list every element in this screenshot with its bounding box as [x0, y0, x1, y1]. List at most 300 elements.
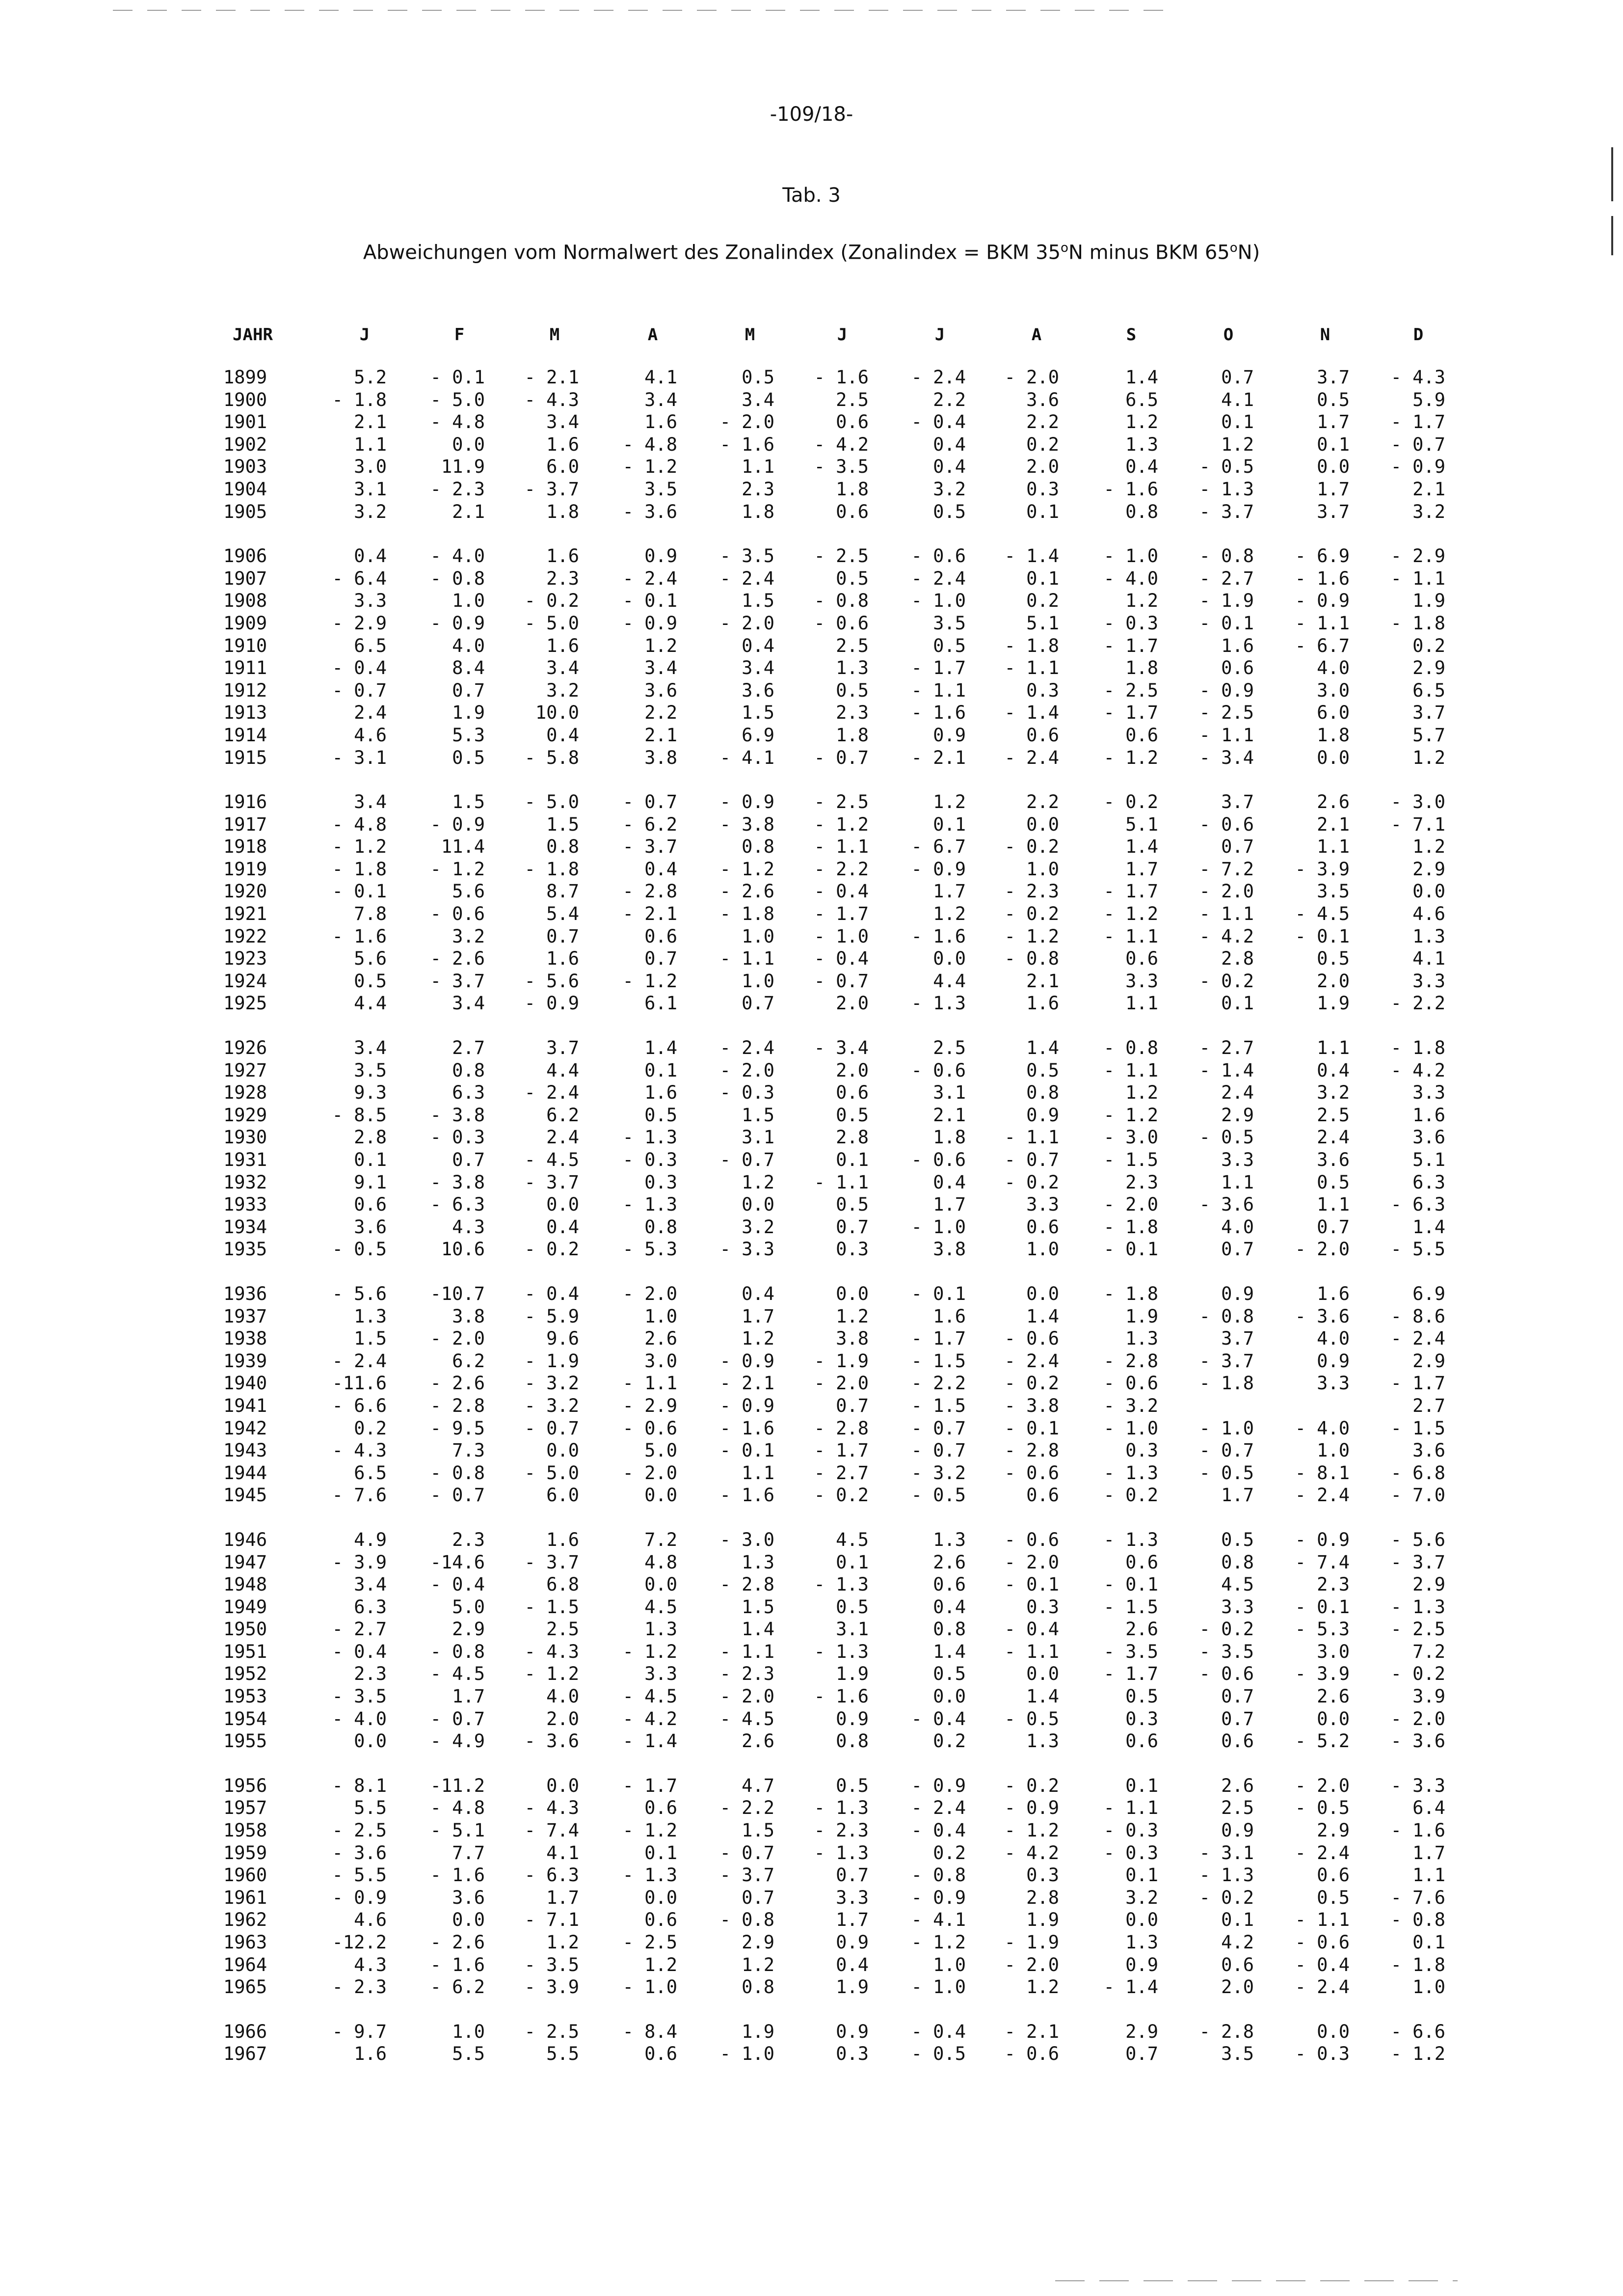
- value-cell: 1.3: [1125, 433, 1158, 455]
- value-cell: 0.0: [546, 1775, 579, 1796]
- value-cell: - 1.3: [1103, 1462, 1158, 1484]
- value-cell: 6.9: [742, 724, 774, 746]
- value-cell: 1.7: [933, 881, 966, 902]
- value-cell: 1.5: [546, 813, 579, 835]
- value-cell: - 0.9: [719, 1395, 774, 1416]
- value-cell: - 0.6: [1295, 1932, 1350, 1953]
- value-cell: - 4.5: [719, 1708, 774, 1729]
- value-cell: 3.2: [1317, 1082, 1350, 1104]
- value-cell: 0.6: [1221, 1730, 1254, 1752]
- value-cell: - 0.4: [332, 657, 387, 679]
- value-cell: 0.6: [1125, 948, 1158, 970]
- value-cell: - 2.2: [719, 1797, 774, 1819]
- value-cell: - 1.0: [622, 1976, 677, 1998]
- value-cell: 5.6: [354, 948, 387, 970]
- value-cell: 1.1: [1317, 1037, 1350, 1059]
- value-cell: - 0.1: [1199, 612, 1254, 634]
- year-cell: 1908: [223, 590, 267, 612]
- value-cell: 0.1: [1317, 433, 1350, 455]
- value-cell: 4.5: [836, 1529, 869, 1550]
- value-cell: 1.9: [836, 1976, 869, 1998]
- year-cell: 1925: [223, 993, 267, 1014]
- table-header: [0, 325, 1623, 349]
- value-cell: 10.6: [441, 1239, 485, 1260]
- value-cell: - 4.2: [1199, 925, 1254, 947]
- column-header-month: F: [454, 325, 465, 345]
- value-cell: - 1.6: [911, 702, 966, 724]
- value-cell: 0.5: [1317, 1887, 1350, 1908]
- value-cell: 0.7: [452, 1149, 485, 1170]
- value-cell: - 2.4: [911, 367, 966, 388]
- value-cell: 2.0: [1221, 1976, 1254, 1998]
- year-cell: 1947: [223, 1551, 267, 1573]
- value-cell: 0.7: [644, 948, 677, 970]
- value-cell: 3.2: [452, 925, 485, 947]
- table-row: [0, 1216, 1623, 1239]
- value-cell: 3.6: [644, 679, 677, 701]
- value-cell: 3.6: [1412, 1440, 1445, 1461]
- value-cell: - 7.1: [524, 1909, 579, 1931]
- value-cell: 1.7: [1412, 1842, 1445, 1864]
- value-cell: 0.5: [742, 367, 774, 388]
- value-cell: - 8.1: [332, 1775, 387, 1796]
- table-row: [0, 1417, 1623, 1440]
- value-cell: - 9.7: [332, 2021, 387, 2042]
- value-cell: 11.9: [441, 456, 485, 478]
- value-cell: - 2.0: [1004, 367, 1059, 388]
- value-cell: 6.0: [546, 456, 579, 478]
- value-cell: 1.4: [1125, 367, 1158, 388]
- table-row: [0, 1193, 1623, 1216]
- value-cell: 4.4: [354, 993, 387, 1014]
- value-cell: 0.6: [644, 1797, 677, 1819]
- value-cell: - 0.2: [524, 1239, 579, 1260]
- value-cell: 1.4: [1026, 1305, 1059, 1327]
- table-row: [0, 880, 1623, 903]
- table-row: [0, 1573, 1623, 1596]
- value-cell: 1.0: [1317, 1440, 1350, 1461]
- value-cell: - 1.8: [332, 389, 387, 410]
- value-cell: - 2.8: [1103, 1350, 1158, 1372]
- value-cell: - 4.2: [622, 1708, 677, 1729]
- table-row: [0, 1775, 1623, 1797]
- value-cell: 0.1: [836, 1551, 869, 1573]
- value-cell: - 2.1: [524, 367, 579, 388]
- value-cell: 4.1: [546, 1842, 579, 1864]
- table-row: [0, 478, 1623, 501]
- value-cell: - 1.5: [1103, 1149, 1158, 1170]
- table-row: [0, 1104, 1623, 1127]
- value-cell: 0.1: [354, 1149, 387, 1170]
- table-row: [0, 612, 1623, 635]
- table-row: [0, 501, 1623, 523]
- value-cell: 0.0: [644, 1485, 677, 1506]
- value-cell: 2.4: [354, 702, 387, 724]
- year-cell: 1935: [223, 1239, 267, 1260]
- value-cell: 1.2: [1412, 747, 1445, 768]
- value-cell: 0.1: [644, 1842, 677, 1864]
- value-cell: 1.2: [742, 1171, 774, 1193]
- value-cell: - 0.7: [814, 970, 869, 992]
- value-cell: - 0.8: [430, 567, 485, 589]
- value-cell: 2.6: [1125, 1619, 1158, 1640]
- value-cell: - 3.5: [1199, 1641, 1254, 1662]
- value-cell: - 3.5: [719, 545, 774, 567]
- value-cell: -14.6: [430, 1551, 485, 1573]
- value-cell: 1.7: [933, 1194, 966, 1216]
- value-cell: 1.3: [933, 1529, 966, 1550]
- value-cell: - 2.0: [622, 1283, 677, 1304]
- table-row: [0, 2021, 1623, 2043]
- value-cell: 4.6: [1412, 903, 1445, 925]
- value-cell: - 6.3: [430, 1194, 485, 1216]
- value-cell: - 0.4: [1295, 1954, 1350, 1975]
- column-header-month: M: [745, 325, 755, 345]
- value-cell: - 1.3: [1199, 1864, 1254, 1886]
- table-row: [0, 702, 1623, 724]
- value-cell: - 0.9: [622, 612, 677, 634]
- value-cell: 1.2: [546, 1932, 579, 1953]
- value-cell: 4.0: [452, 635, 485, 656]
- value-cell: 0.1: [644, 1059, 677, 1081]
- value-cell: - 1.7: [622, 1775, 677, 1796]
- value-cell: - 2.0: [719, 411, 774, 433]
- value-cell: 3.2: [742, 1216, 774, 1238]
- value-cell: 0.0: [452, 1909, 485, 1931]
- value-cell: 6.9: [1412, 1283, 1445, 1304]
- value-cell: 10.0: [535, 702, 579, 724]
- value-cell: - 1.8: [719, 903, 774, 925]
- value-cell: 3.1: [354, 478, 387, 500]
- value-cell: - 1.5: [1103, 1596, 1158, 1618]
- year-cell: 1903: [223, 456, 267, 478]
- value-cell: - 2.0: [622, 1462, 677, 1484]
- value-cell: 5.1: [1412, 1149, 1445, 1170]
- value-cell: - 1.3: [814, 1842, 869, 1864]
- value-cell: 0.8: [1125, 501, 1158, 522]
- value-cell: - 6.9: [1295, 545, 1350, 567]
- value-cell: 1.2: [1125, 411, 1158, 433]
- value-cell: 0.6: [644, 925, 677, 947]
- value-cell: - 0.6: [1199, 1663, 1254, 1685]
- table-row: [0, 1730, 1623, 1753]
- value-cell: 5.5: [354, 1797, 387, 1819]
- value-cell: 0.5: [1125, 1686, 1158, 1707]
- value-cell: - 6.6: [332, 1395, 387, 1416]
- value-cell: - 3.0: [719, 1529, 774, 1550]
- value-cell: 3.3: [1412, 1082, 1445, 1104]
- value-cell: - 2.4: [1004, 747, 1059, 768]
- value-cell: - 1.3: [1103, 1529, 1158, 1550]
- value-cell: - 8.6: [1390, 1305, 1445, 1327]
- value-cell: - 0.4: [911, 2021, 966, 2042]
- value-cell: 0.1: [1125, 1864, 1158, 1886]
- value-cell: - 3.1: [332, 747, 387, 768]
- value-cell: 0.9: [933, 724, 966, 746]
- table-row: [0, 1439, 1623, 1462]
- value-cell: 0.7: [1221, 1239, 1254, 1260]
- value-cell: - 0.4: [814, 881, 869, 902]
- value-cell: - 4.0: [430, 545, 485, 567]
- year-cell: 1960: [223, 1864, 267, 1886]
- value-cell: - 1.5: [1390, 1417, 1445, 1439]
- value-cell: - 0.2: [524, 590, 579, 612]
- value-cell: 0.1: [1026, 567, 1059, 589]
- value-cell: 2.2: [1026, 791, 1059, 813]
- value-cell: - 0.1: [1103, 1574, 1158, 1595]
- value-cell: - 0.5: [332, 1239, 387, 1260]
- year-cell: 1959: [223, 1842, 267, 1864]
- column-header-month: A: [647, 325, 658, 345]
- table-row: [0, 567, 1623, 590]
- value-cell: 2.1: [933, 1104, 966, 1126]
- value-cell: - 0.4: [430, 1574, 485, 1595]
- value-cell: 3.3: [354, 590, 387, 612]
- value-cell: 3.2: [1412, 501, 1445, 522]
- value-cell: - 9.5: [430, 1417, 485, 1439]
- value-cell: - 1.6: [1295, 567, 1350, 589]
- value-cell: - 3.9: [332, 1551, 387, 1573]
- value-cell: 2.2: [933, 389, 966, 410]
- value-cell: - 0.2: [1103, 791, 1158, 813]
- value-cell: - 5.5: [1390, 1239, 1445, 1260]
- value-cell: 6.5: [1412, 679, 1445, 701]
- value-cell: - 3.8: [719, 813, 774, 835]
- value-cell: - 3.7: [524, 478, 579, 500]
- value-cell: - 1.8: [332, 858, 387, 880]
- value-cell: - 0.8: [1103, 1037, 1158, 1059]
- value-cell: 6.3: [354, 1596, 387, 1618]
- value-cell: 0.1: [836, 1149, 869, 1170]
- value-cell: - 0.5: [911, 2043, 966, 2065]
- value-cell: 7.3: [452, 1440, 485, 1461]
- value-cell: - 1.8: [1390, 1037, 1445, 1059]
- value-cell: - 1.9: [814, 1350, 869, 1372]
- value-cell: - 1.1: [1103, 1797, 1158, 1819]
- value-cell: 2.1: [1317, 813, 1350, 835]
- value-cell: - 6.4: [332, 567, 387, 589]
- value-cell: - 5.0: [524, 1462, 579, 1484]
- year-cell: 1961: [223, 1887, 267, 1908]
- value-cell: - 1.8: [1199, 1373, 1254, 1394]
- value-cell: 0.7: [836, 1216, 869, 1238]
- value-cell: - 1.9: [1004, 1932, 1059, 1953]
- value-cell: - 1.1: [1199, 903, 1254, 925]
- value-cell: 0.9: [836, 1708, 869, 1729]
- value-cell: - 2.2: [911, 1373, 966, 1394]
- value-cell: 2.4: [1221, 1082, 1254, 1104]
- value-cell: - 1.2: [622, 456, 677, 478]
- value-cell: 1.0: [933, 1954, 966, 1975]
- value-cell: 0.1: [1125, 1775, 1158, 1796]
- value-cell: - 1.4: [622, 1730, 677, 1752]
- value-cell: 1.6: [354, 2043, 387, 2065]
- year-cell: 1951: [223, 1641, 267, 1662]
- value-cell: - 0.9: [719, 1350, 774, 1372]
- table-row: [0, 1484, 1623, 1507]
- value-cell: - 2.2: [814, 858, 869, 880]
- value-cell: - 0.5: [1004, 1708, 1059, 1729]
- value-cell: - 0.7: [524, 1417, 579, 1439]
- column-header-month: S: [1126, 325, 1137, 345]
- value-cell: - 2.5: [622, 1932, 677, 1953]
- value-cell: - 0.6: [430, 903, 485, 925]
- value-cell: 3.4: [546, 657, 579, 679]
- value-cell: - 0.1: [430, 367, 485, 388]
- value-cell: 0.9: [836, 2021, 869, 2042]
- value-cell: 3.4: [354, 791, 387, 813]
- value-cell: 1.2: [1125, 590, 1158, 612]
- table-row: [0, 1462, 1623, 1485]
- value-cell: 9.3: [354, 1082, 387, 1104]
- value-cell: 0.6: [836, 1082, 869, 1104]
- table-row: [0, 1037, 1623, 1059]
- value-cell: - 6.3: [1390, 1194, 1445, 1216]
- value-cell: 3.0: [1317, 1641, 1350, 1662]
- value-cell: 3.2: [546, 679, 579, 701]
- column-header-month: J: [359, 325, 370, 345]
- value-cell: 1.3: [1412, 925, 1445, 947]
- value-cell: 1.6: [1412, 1104, 1445, 1126]
- value-cell: - 0.6: [1103, 1373, 1158, 1394]
- table-row: [0, 1081, 1623, 1104]
- value-cell: - 0.4: [814, 948, 869, 970]
- value-cell: 2.1: [644, 724, 677, 746]
- value-cell: - 1.2: [911, 1932, 966, 1953]
- value-cell: - 1.8: [1103, 1216, 1158, 1238]
- value-cell: - 2.0: [719, 612, 774, 634]
- value-cell: 2.1: [354, 411, 387, 433]
- value-cell: 4.1: [1221, 389, 1254, 410]
- value-cell: 3.5: [1317, 881, 1350, 902]
- value-cell: 1.2: [1026, 1976, 1059, 1998]
- value-cell: 0.1: [1412, 1932, 1445, 1953]
- value-cell: - 2.9: [1390, 545, 1445, 567]
- value-cell: - 6.3: [524, 1864, 579, 1886]
- value-cell: 1.9: [1317, 993, 1350, 1014]
- value-cell: - 0.3: [1103, 1820, 1158, 1841]
- value-cell: 0.0: [452, 433, 485, 455]
- value-cell: 1.2: [742, 1954, 774, 1975]
- value-cell: - 1.9: [524, 1350, 579, 1372]
- year-cell: 1919: [223, 858, 267, 880]
- value-cell: - 0.1: [1295, 1596, 1350, 1618]
- value-cell: 0.4: [354, 545, 387, 567]
- value-cell: 3.3: [836, 1887, 869, 1908]
- value-cell: - 0.9: [911, 858, 966, 880]
- value-cell: - 3.7: [1199, 1350, 1254, 1372]
- value-cell: 1.5: [742, 702, 774, 724]
- column-header-month: D: [1413, 325, 1424, 345]
- value-cell: - 0.7: [1390, 433, 1445, 455]
- value-cell: - 0.8: [719, 1909, 774, 1931]
- value-cell: 1.2: [742, 1328, 774, 1350]
- year-cell: 1949: [223, 1596, 267, 1618]
- value-cell: 1.9: [742, 2021, 774, 2042]
- value-cell: 8.7: [546, 881, 579, 902]
- value-cell: 2.2: [644, 702, 677, 724]
- value-cell: - 2.0: [814, 1373, 869, 1394]
- table-row: [0, 1596, 1623, 1619]
- value-cell: 2.3: [354, 1663, 387, 1685]
- value-cell: 0.0: [1317, 1708, 1350, 1729]
- value-cell: - 4.5: [430, 1663, 485, 1685]
- value-cell: - 0.6: [1199, 813, 1254, 835]
- value-cell: 3.2: [1125, 1887, 1158, 1908]
- value-cell: 1.7: [1221, 1485, 1254, 1506]
- value-cell: 0.3: [1125, 1708, 1158, 1729]
- value-cell: - 1.1: [719, 1641, 774, 1662]
- value-cell: - 7.0: [1390, 1485, 1445, 1506]
- value-cell: 3.0: [644, 1350, 677, 1372]
- value-cell: 0.5: [1317, 389, 1350, 410]
- value-cell: - 2.4: [524, 1082, 579, 1104]
- value-cell: 0.5: [933, 501, 966, 522]
- value-cell: 2.1: [1412, 478, 1445, 500]
- value-cell: 9.6: [546, 1328, 579, 1350]
- table-row: [0, 836, 1623, 858]
- value-cell: - 0.4: [332, 1641, 387, 1662]
- value-cell: 0.9: [1125, 1954, 1158, 1975]
- value-cell: 0.4: [546, 1216, 579, 1238]
- value-cell: - 2.3: [719, 1663, 774, 1685]
- value-cell: - 4.8: [430, 1797, 485, 1819]
- value-cell: - 1.3: [1199, 478, 1254, 500]
- year-cell: 1924: [223, 970, 267, 992]
- page-number: -109/18-: [770, 103, 853, 126]
- value-cell: 1.9: [1412, 590, 1445, 612]
- value-cell: 0.1: [933, 813, 966, 835]
- value-cell: - 0.7: [719, 1149, 774, 1170]
- value-cell: - 0.3: [622, 1149, 677, 1170]
- value-cell: - 1.2: [622, 1641, 677, 1662]
- value-cell: - 1.0: [911, 1976, 966, 1998]
- year-block: [0, 545, 1623, 769]
- value-cell: 3.4: [742, 389, 774, 410]
- table-row: [0, 1685, 1623, 1708]
- value-cell: 3.7: [1317, 501, 1350, 522]
- value-cell: 2.8: [1026, 1887, 1059, 1908]
- value-cell: 0.3: [1026, 1864, 1059, 1886]
- value-cell: 4.6: [354, 724, 387, 746]
- value-cell: 3.4: [354, 1037, 387, 1059]
- value-cell: - 3.8: [1004, 1395, 1059, 1416]
- value-cell: 0.2: [933, 1730, 966, 1752]
- value-cell: 1.7: [452, 1686, 485, 1707]
- value-cell: 1.6: [1026, 993, 1059, 1014]
- value-cell: 1.0: [742, 970, 774, 992]
- value-cell: 1.6: [644, 1082, 677, 1104]
- year-cell: 1934: [223, 1216, 267, 1238]
- value-cell: - 1.2: [1103, 903, 1158, 925]
- value-cell: - 3.6: [622, 501, 677, 522]
- value-cell: - 1.3: [1390, 1596, 1445, 1618]
- value-cell: 2.6: [1221, 1775, 1254, 1796]
- value-cell: 2.9: [1221, 1104, 1254, 1126]
- value-cell: 3.6: [452, 1887, 485, 1908]
- value-cell: - 2.4: [1295, 1842, 1350, 1864]
- value-cell: 0.2: [1026, 590, 1059, 612]
- value-cell: - 0.5: [1199, 456, 1254, 478]
- value-cell: 3.6: [1412, 1127, 1445, 1148]
- value-cell: 11.4: [441, 836, 485, 858]
- value-cell: 0.8: [644, 1216, 677, 1238]
- value-cell: 0.6: [1026, 724, 1059, 746]
- value-cell: - 1.8: [524, 858, 579, 880]
- value-cell: - 2.5: [814, 545, 869, 567]
- year-cell: 1906: [223, 545, 267, 567]
- value-cell: - 4.0: [1295, 1417, 1350, 1439]
